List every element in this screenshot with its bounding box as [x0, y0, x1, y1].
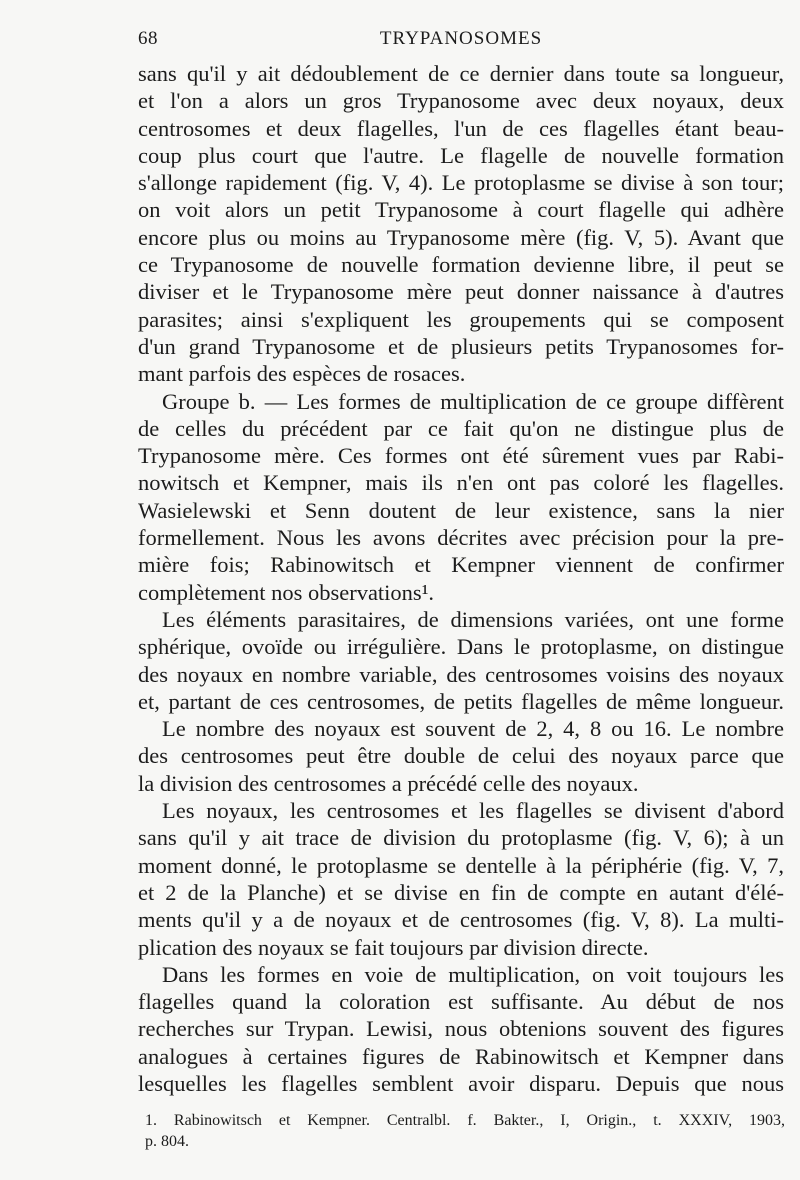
text-line: et l'on a alors un gros Trypanosome avec deux noyaux, deux — [138, 88, 784, 114]
text-line: d'un grand Trypanosome et de plusieurs petits Trypanosomes for- — [138, 333, 784, 359]
body-text — [138, 60, 784, 1097]
text-line: de celles du précédent par ce fait qu'on ne distingue plus de — [138, 415, 784, 441]
text-line: centrosomes et deux flagelles, l'un de ces flagelles étant beau- — [138, 115, 784, 141]
text-line: formellement. Nous les avons décrites avec précision pour la pre- — [138, 525, 784, 551]
text-line: et 2 de la Planche) et se divise en fin de compte en autant d'élé- — [138, 879, 784, 905]
text-line: analogues à certaines figures de Rabinowitsch et Kempner dans — [138, 1043, 784, 1069]
text-line: encore plus ou moins au Trypanosome mère (fig. V, 5). Avant que — [138, 224, 784, 250]
text-line: flagelles quand la coloration est suffisante. Au début de nos — [138, 989, 784, 1015]
text-line: et, partant de ces centrosomes, de petits flagelles de même longueur. — [138, 688, 784, 714]
text-line: diviser et le Trypanosome mère peut donner naissance à d'autres — [138, 279, 784, 305]
page-header — [138, 28, 784, 58]
footnote-line: p. 804. — [145, 1133, 189, 1150]
text-line: des noyaux en nombre variable, des centrosomes voisins des noyaux — [138, 661, 784, 687]
text-line: la division des centrosomes a précédé celle des noyaux. — [138, 770, 639, 796]
running-title: TRYPANOSOMES — [379, 28, 543, 49]
text-line: on voit alors un petit Trypanosome à court flagelle qui adhère — [138, 197, 784, 223]
text-line: sans qu'il y ait dédoublement de ce dernier dans toute sa longueur, — [138, 61, 784, 86]
text-line: moment donné, le protoplasme se dentelle à la périphérie (fig. V, 7, — [138, 852, 784, 878]
footnotes — [145, 1110, 785, 1152]
text-line: des centrosomes peut être double de celui des noyaux parce que — [138, 743, 784, 769]
footnote-line: 1. Rabinowitsch et Kempner. Centralbl. f. Bakter., I, Origin., t. XXXIV, 1903, — [145, 1112, 785, 1129]
text-line: recherches sur Trypan. Lewisi, nous obtenions souvent des figures — [138, 1016, 784, 1042]
text-line: sphérique, ovoïde ou irrégulière. Dans le protoplasme, on distingue — [138, 634, 784, 660]
text-line: Les noyaux, les centrosomes et les flagelles se divisent d'abord — [162, 798, 784, 824]
text-line: Les éléments parasitaires, de dimensions variées, ont une forme — [162, 606, 784, 632]
text-line: lesquelles les flagelles semblent avoir disparu. Depuis que nous — [138, 1070, 784, 1096]
text-line: Dans les formes en voie de multiplication, on voit toujours les — [162, 961, 784, 987]
text-line: ce Trypanosome de nouvelle formation devienne libre, il peut se — [138, 252, 784, 278]
text-line: parasites; ainsi s'expliquent les groupements qui se composent — [138, 306, 784, 332]
text-line: mière fois; Rabinowitsch et Kempner viennent de confirmer — [138, 552, 784, 578]
text-line: Groupe b. — Les formes de multiplication de ce groupe diffèrent — [162, 388, 784, 414]
text-line: nowitsch et Kempner, mais ils n'en ont pas coloré les flagelles. — [138, 470, 784, 496]
text-line: Le nombre des noyaux est souvent de 2, 4, 8 ou 16. Le nombre — [162, 716, 784, 742]
text-line: mant parfois des espèces de rosaces. — [138, 361, 466, 387]
text-line: coup plus court que l'autre. Le flagelle de nouvelle formation — [138, 142, 784, 168]
text-line: ments qu'il y a de noyaux et de centrosomes (fig. V, 8). La multi- — [138, 907, 784, 933]
text-line: sans qu'il y ait trace de division du protoplasme (fig. V, 6); à un — [138, 825, 784, 851]
text-line: complètement nos observations¹. — [138, 579, 435, 605]
text-line: s'allonge rapidement (fig. V, 4). Le protoplasme se divise à son tour; — [138, 170, 784, 196]
text-line: Wasielewski et Senn doutent de leur existence, sans la nier — [138, 497, 784, 523]
page-number: 68 — [138, 28, 158, 49]
text-line: Trypanosome mère. Ces formes ont été sûrement vues par Rabi- — [138, 443, 784, 469]
text-line: plication des noyaux se fait toujours par division directe. — [138, 934, 649, 960]
